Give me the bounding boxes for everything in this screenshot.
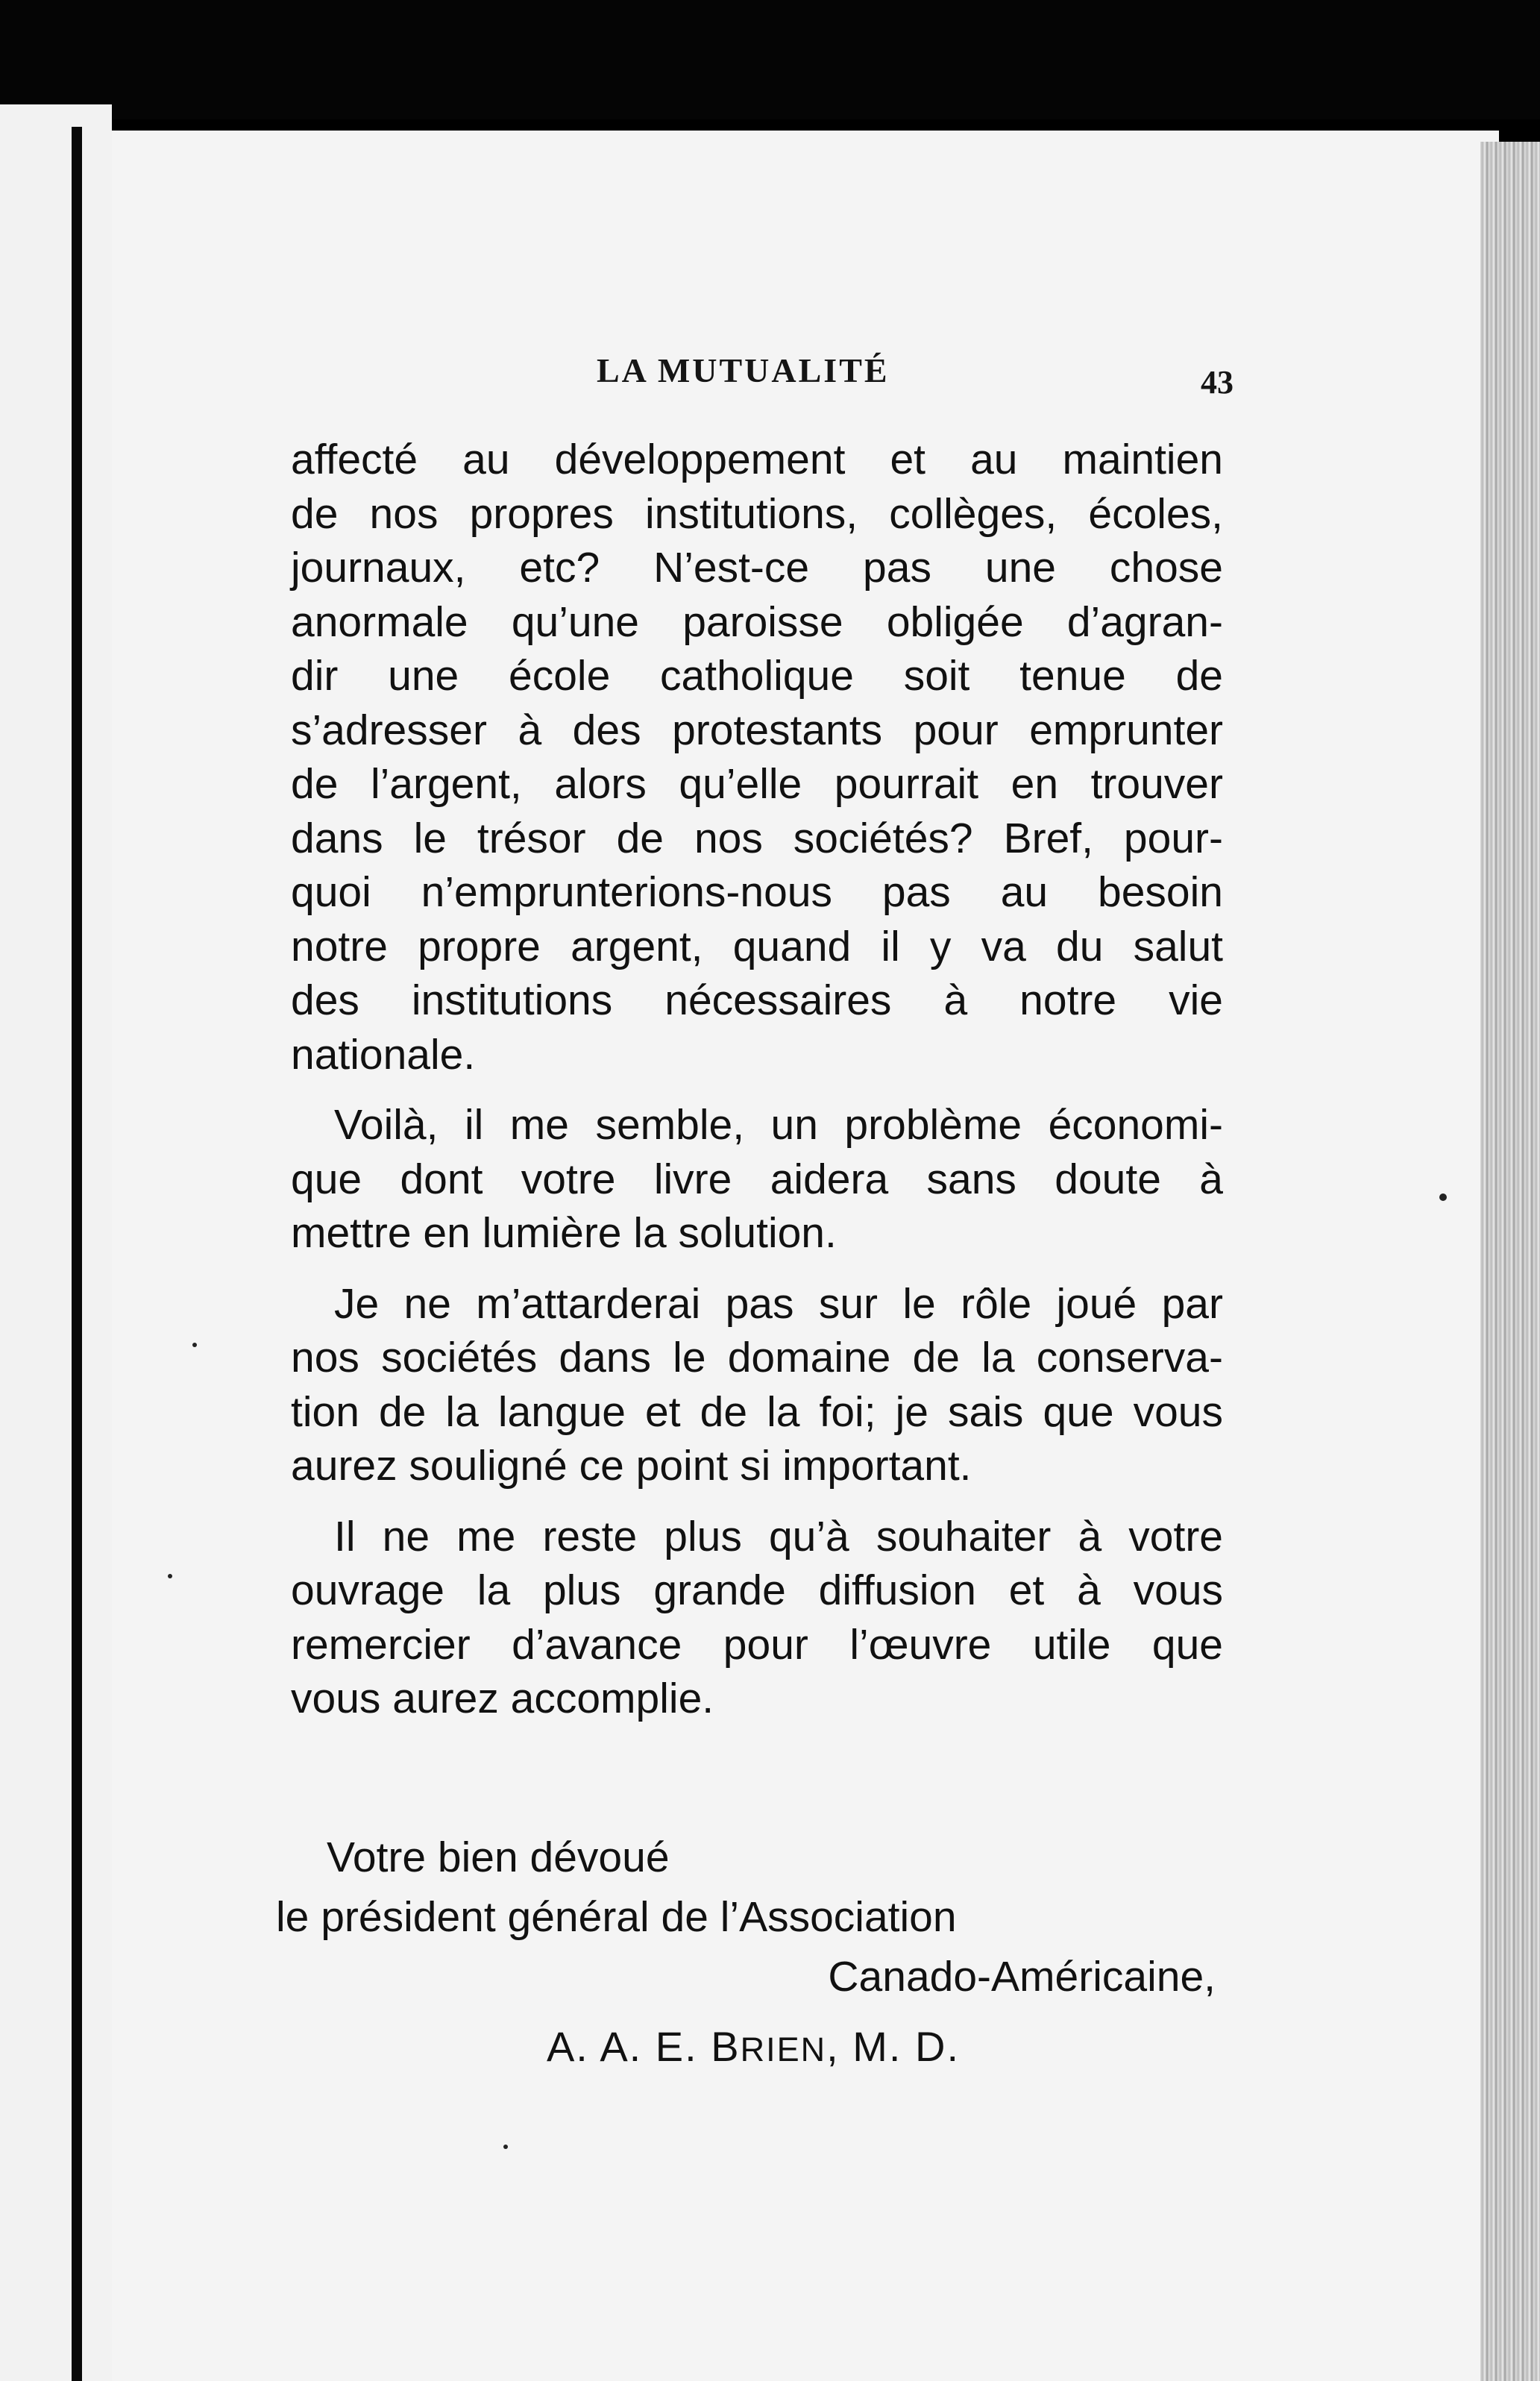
name-suffix: , M. D. <box>826 2023 961 2070</box>
text-line: de nos propres institutions, collèges, écoles, <box>291 489 1223 538</box>
paragraph-3 <box>291 1277 1223 1493</box>
text-line: s’adresser à des protestants pour emprunter <box>291 706 1223 754</box>
text-line: Il ne me reste plus qu’à souhaiter à votre <box>334 1512 1223 1560</box>
left-page-edge <box>0 104 112 2381</box>
text-line: anormale qu’une paroisse obligée d’agran- <box>291 597 1223 646</box>
signatory-name <box>276 2017 1231 2080</box>
page-number: 43 <box>1201 364 1233 401</box>
text-line: affecté au développement et au maintien <box>291 436 1223 483</box>
signature-block <box>276 1828 1231 2080</box>
text-line: tion de la langue et de la foi; je sais que vous <box>291 1387 1223 1436</box>
text-line: dans le trésor de nos sociétés? Bref, pour- <box>291 814 1223 862</box>
closing-line: Votre bien dévoué <box>327 1833 670 1881</box>
text-line: des institutions nécessaires à notre vie <box>291 976 1223 1024</box>
title-line: le président général de l’Association <box>276 1893 957 1941</box>
text-line: aurez souligné ce point si important. <box>291 1442 972 1490</box>
text-line: nos sociétés dans le domaine de la conserva- <box>291 1334 1223 1381</box>
text-line: dir une école catholique soit tenue de <box>291 652 1223 700</box>
text-line: de l’argent, alors qu’elle pourrait en trouver <box>291 760 1223 808</box>
text-line: Je ne m’attarderai pas sur le rôle joué par <box>334 1279 1223 1328</box>
scan-speck <box>192 1343 197 1347</box>
text-line: quoi n’emprunterions-nous pas au besoin <box>291 868 1223 916</box>
paragraph-1 <box>291 433 1223 1082</box>
text-line: nationale. <box>291 1030 476 1079</box>
text-line: remercier d’avance pour l’œuvre utile que <box>291 1620 1223 1669</box>
body-text <box>291 433 1223 1726</box>
paragraph-2 <box>291 1098 1223 1261</box>
running-head: LA MUTUALITÉ <box>597 351 890 389</box>
scan-speck <box>1439 1193 1447 1201</box>
text-line: notre propre argent, quand il y va du salut <box>291 922 1223 970</box>
text-line: journaux, etc? N’est-ce pas une chose <box>291 544 1223 592</box>
text-line: ouvrage la plus grande diffusion et à vous <box>291 1566 1223 1614</box>
book-gutter <box>72 127 82 2381</box>
scan-background-top <box>0 0 1540 119</box>
text-line: Voilà, il me semble, un problème économi- <box>334 1101 1223 1149</box>
name-smallcaps: RIEN <box>740 2030 827 2068</box>
page-stack-edge <box>1480 142 1540 2381</box>
text-line: mettre en lumière la solution. <box>291 1209 837 1257</box>
name-initials: A. A. E. B <box>546 2023 741 2070</box>
paragraph-4 <box>291 1510 1223 1726</box>
text-line: que dont votre livre aidera sans doute à <box>291 1155 1223 1203</box>
text-line: vous aurez accomplie. <box>291 1675 714 1722</box>
scan-speck <box>168 1574 172 1578</box>
organization-line: Canado-Américaine, <box>828 1953 1216 2001</box>
scan-speck <box>503 2145 508 2149</box>
